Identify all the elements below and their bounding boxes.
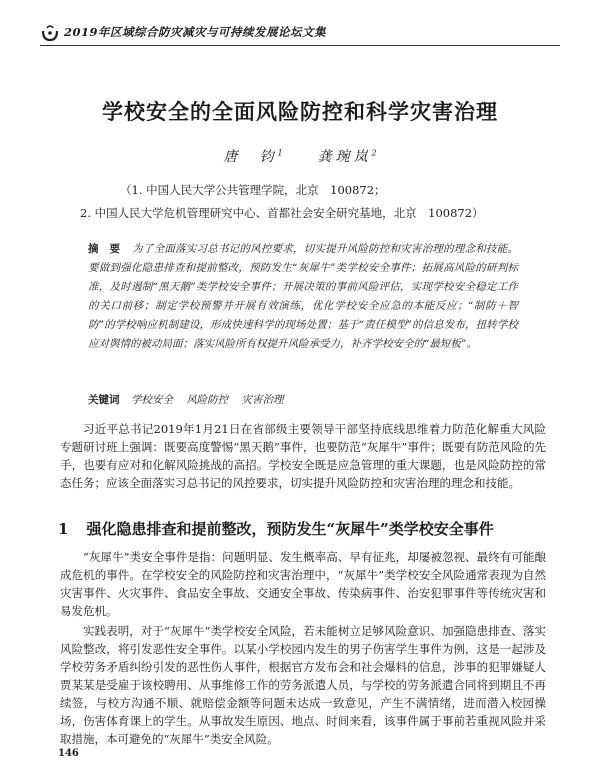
keywords-label: 关键词 — [88, 394, 120, 406]
section-heading — [58, 518, 494, 539]
abstract-text: 为了全面落实习总书记的风控要求，切实提升风险防控和灾害治理的理念和技能。要做到强化隐患排查和提前整改，预防发生“灰犀牛”类学校安全事件；拓展高风险的研判标准，及时遏制“黑天鹅”类学校安全事件；开展决策的事前风险评估，实现学校安全稳定工作的关口前移；制定学校预警并开展有效演练，优化学校安全应急的本能反应；“制防＋智防”的学校响应机制建设，形成快速科学的现场处置；基于“责任模型”的信息发布，扭转学校应对舆情的被动局面；落实风险所有权提升风险承受力，补齐学校安全的“最短板”。 — [88, 243, 518, 350]
keyword: 风险防控 — [186, 394, 229, 406]
paper-title: 学校安全的全面风险防控和科学灾害治理 — [102, 99, 498, 124]
body-paragraph: “灰犀牛”类安全事件是指：问题明显、发生概率高、早有征兆，却屡被忽视、最终有可能酿成危机的事件。在学校安全的风险防控和灾害治理中，“灰犀牛”类学校安全风险通常表现为自然灾害事件、火灾事件、食品安全事故、交通安全事故、传染病事件、治安犯罪事件等传统灾害和易发危机。 — [60, 550, 546, 618]
section-title: 强化隐患排查和提前整改，预防发生“灰犀牛”类学校安全事件 — [86, 520, 494, 538]
affiliation-line: 2. 中国人民大学危机管理研究中心、首都社会安全研究基地，北京 100872） — [80, 206, 484, 220]
abstract — [88, 240, 518, 354]
keyword: 学校安全 — [130, 394, 173, 406]
running-header — [40, 22, 560, 44]
section-number: 1 — [58, 520, 69, 538]
author-sup: 1 — [277, 148, 283, 158]
authors — [0, 146, 600, 166]
author-name: 龚琬岚 — [317, 149, 372, 165]
journal-name: 2019年区域综合防灾减灾与可持续发展论坛文集 — [64, 25, 327, 39]
affiliation-line: （1. 中国人民大学公共管理学院，北京 100872； — [120, 183, 386, 197]
header-rule — [40, 45, 560, 46]
abstract-label: 摘 要 — [88, 243, 121, 255]
journal-logo-icon — [40, 23, 60, 43]
author-sup: 2 — [371, 148, 377, 158]
keywords — [88, 392, 294, 407]
body-paragraph: 实践表明，对于“灰犀牛”类学校安全风险，若未能树立足够风险意识、加强隐患排查、落实风险整改，将引发恶性安全事件。以某小学校园内发生的男子伤害学生事件为例，这是一起涉及学校劳务矛盾纠纷引发的恶性伤人事件，根据官方发布会和社会爆料的信息，涉事的犯罪嫌疑人贾某某是受雇于该校聘用、从事维修工作的劳务派遣人员，与学校的劳务派遣合同将到期且不再续签，与校方沟通不顺、就赔偿金额等问题未达成一致意见，产生不满情绪，进而潜入校园操场，伤害体育课上的学生。从事故发生原因、地点、时间来看，该事件属于事前若重视风险并采取措施，本可避免的“灰犀牛”类安全风险。 — [60, 624, 546, 746]
intro-paragraph: 习近平总书记2019年1月21日在省部级主要领导干部坚持底线思维着力防范化解重大风险专题研讨班上强调：既要高度警惕“黑天鹅”事件，也要防范“灰犀牛”事件；既要有防范风险的先手，也要有应对和化解风险挑战的高招。学校安全既是应急管理的重大课题，也是风险防控的常态任务；应该全面落实习总书记的风控要求，切实提升风险防控和灾害治理的理念和技能。 — [60, 422, 546, 490]
page-number: 146 — [58, 748, 79, 759]
keyword: 灾害治理 — [241, 394, 284, 406]
author-name: 唐 钧 — [223, 149, 278, 165]
